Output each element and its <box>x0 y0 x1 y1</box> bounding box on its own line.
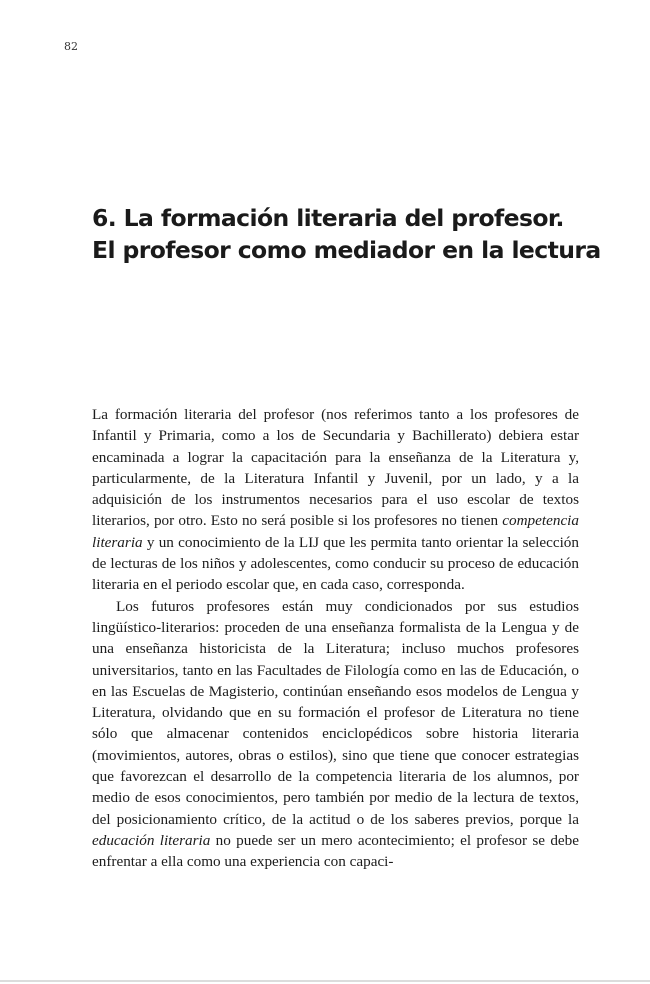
chapter-title-line-2: El profesor como mediador en la lectura <box>92 236 601 264</box>
bottom-rule <box>0 980 650 982</box>
page-number: 82 <box>64 40 78 53</box>
paragraph-1-text-b: y un conocimiento de la LIJ que les permita tanto orientar la selección de lecturas de los niños y adolescentes, como conducir su proceso de educación literaria en el periodo escolar que, en cada caso, corresponda. <box>92 533 579 594</box>
body-text <box>92 404 579 873</box>
paragraph-2-text-a: Los futuros profesores están muy condicionados por sus estudios lingüístico-literarios: proceden de una enseñanza formalista de la Lengua y de una enseñanza historicista de la Literatura; incluso muchos profesores universitarios, tanto en las Facultades de Filología como en las de Educación, o en las Escuelas de Magisterio, continúan enseñando esos modelos de Lengua y Literatura, olvidando que en su formación el profesor de Literatura no tiene sólo que almacenar contenidos enciclopédicos sobre historia literaria (movimientos, autores, obras o estilos), sino que tiene que conocer estrategias que favorezcan el desarrollo de la competencia literaria de los alumnos, por medio de esos conocimientos, pero también por medio de la lectura de textos, del posicionamiento crítico, de la actitud o de los saberes previos, porque la <box>92 597 579 828</box>
paragraph-2-emphasis: educación literaria <box>92 831 211 849</box>
paragraph-2-text-b: no puede ser un mero acontecimiento; el profesor se debe enfrentar a ella como una experiencia con capaci- <box>92 831 579 871</box>
paragraph-1-text-a: La formación literaria del profesor (nos referimos tanto a los profesores de Infantil y Primaria, como a los de Secundaria y Bachillerato) debiera estar encaminada a lograr la capacitación para la enseñanza de la Literatura y, particularmente, de la Literatura Infantil y Juvenil, por un lado, y a la adquisición de los instrumentos necesarios para el uso escolar de textos literarios, por otro. Esto no será posible si los profesores no tienen <box>92 406 579 530</box>
paragraph-2 <box>92 596 579 873</box>
chapter-title <box>92 202 601 266</box>
paragraph-1 <box>92 404 579 596</box>
paragraph-1-emphasis: competencia literaria <box>92 512 579 551</box>
chapter-title-line-1: 6. La formación literaria del profesor. <box>92 204 564 232</box>
